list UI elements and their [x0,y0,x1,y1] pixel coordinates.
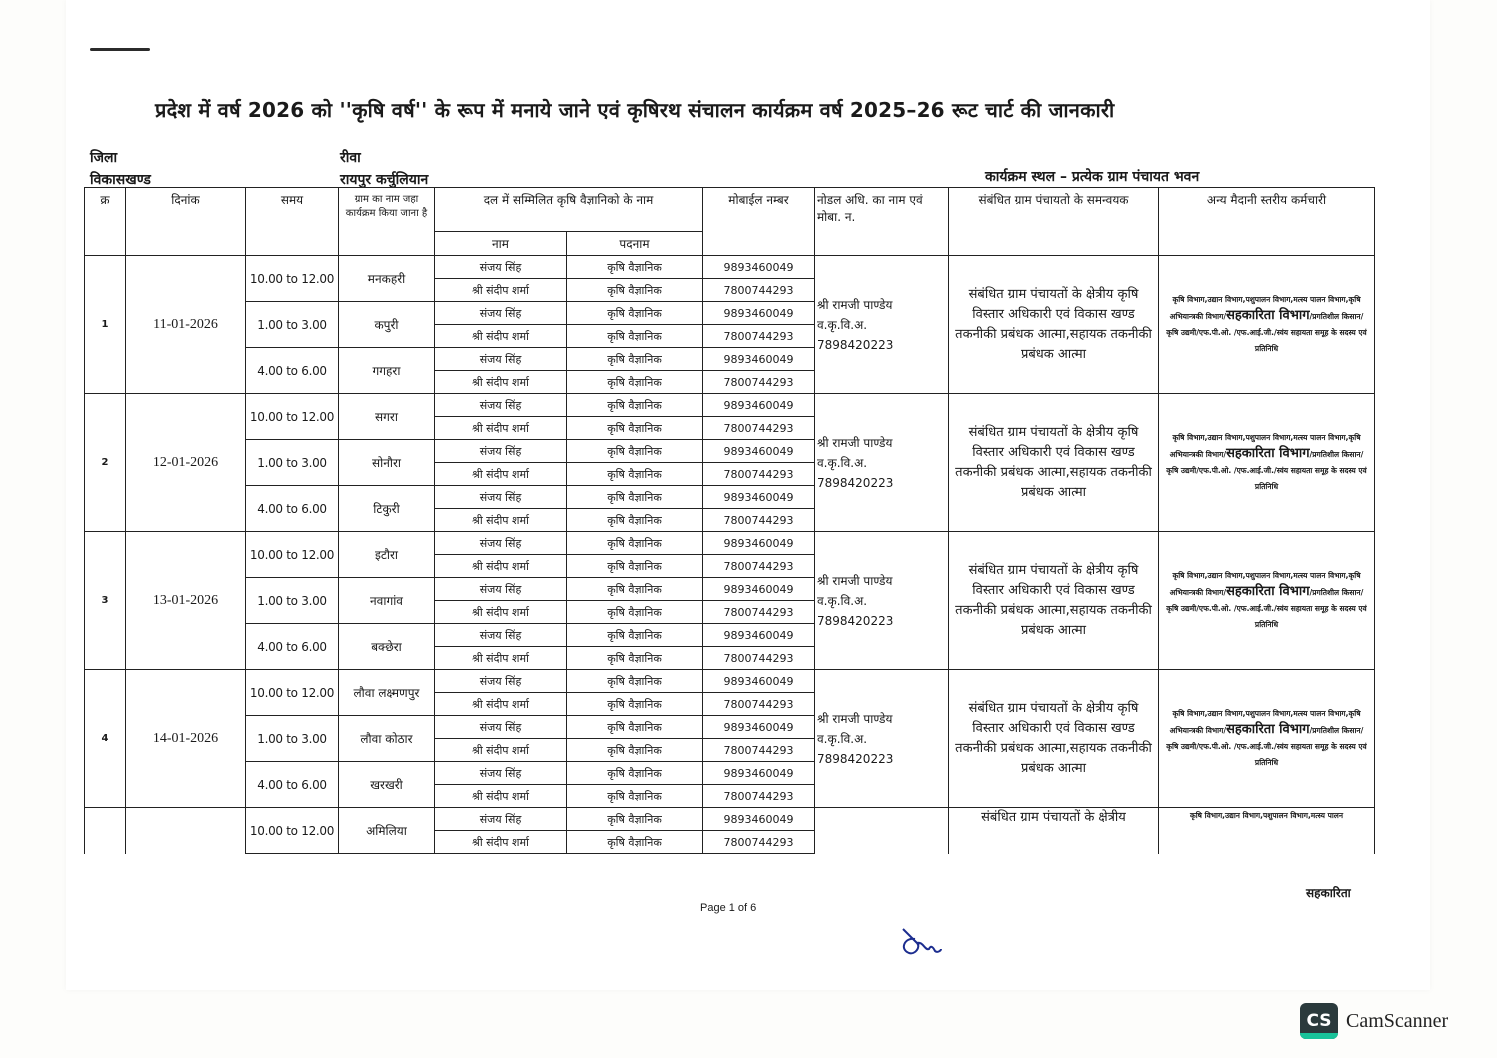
cell-other-staff [1159,394,1375,532]
cell-mobile: 7800744293 [703,279,815,302]
cell-other-staff [1159,532,1375,670]
cell-mobile: 7800744293 [703,325,815,348]
header-date: दिनांक [126,188,246,256]
cell-time: 4.00 to 6.00 [246,486,339,532]
cell-designation: कृषि वैज्ञानिक [567,831,703,854]
header-other-staff: अन्य मैदानी स्तरीय कर्मचारी [1159,188,1375,256]
cell-village: सोनौरा [339,440,435,486]
cell-designation: कृषि वैज्ञानिक [567,808,703,831]
cell-time: 10.00 to 12.00 [246,532,339,578]
cell-village: मनकहरी [339,256,435,302]
cell-designation: कृषि वैज्ञानिक [567,348,703,371]
cell-time: 4.00 to 6.00 [246,624,339,670]
cell-designation: कृषि वैज्ञानिक [567,509,703,532]
cell-member-name: श्री संदीप शर्मा [435,831,567,854]
header-team: दल में सम्मिलित कृषि वैज्ञानिको के नाम [435,188,703,232]
header-designation: पदनाम [567,232,703,256]
cell-sno: 4 [85,670,126,808]
cell-member-name: संजय सिंह [435,762,567,785]
block-label: विकासखण्ड [90,172,151,188]
other-staff-b: सहकारिता विभाग [1226,722,1310,737]
table-row [85,670,1375,693]
cell-member-name: संजय सिंह [435,532,567,555]
cell-designation: कृषि वैज्ञानिक [567,394,703,417]
cell-mobile: 9893460049 [703,256,815,279]
cell-mobile: 9893460049 [703,440,815,463]
other-staff-a: कृषि विभाग,उद्यान विभाग,पशुपालन विभाग,मत्स्य पालन [1189,811,1344,820]
header-time: समय [246,188,339,256]
cell-date: 13-01-2026 [126,532,246,670]
cell-nodal [815,670,949,808]
other-staff-b: सहकारिता विभाग [1226,446,1310,461]
cell-member-name: श्री संदीप शर्मा [435,555,567,578]
cell-coordinator [949,670,1159,808]
cell-mobile: 7800744293 [703,647,815,670]
coordinator-text: संबंधित ग्राम पंचायतों के क्षेत्रीय [981,810,1126,825]
cell-mobile: 9893460049 [703,670,815,693]
cell-mobile: 9893460049 [703,762,815,785]
table-row [85,256,1375,279]
cell-designation: कृषि वैज्ञानिक [567,256,703,279]
cell-member-name: श्री संदीप शर्मा [435,325,567,348]
cell-member-name: श्री संदीप शर्मा [435,601,567,624]
cell-designation: कृषि वैज्ञानिक [567,417,703,440]
cell-member-name: संजय सिंह [435,808,567,831]
cell-designation: कृषि वैज्ञानिक [567,463,703,486]
cell-member-name: श्री संदीप शर्मा [435,739,567,762]
cell-designation: कृषि वैज्ञानिक [567,693,703,716]
cell-village: टिकुरी [339,486,435,532]
cell-village: बक्छेरा [339,624,435,670]
header-mobile: मोबाईल नम्बर [703,188,815,256]
cell-mobile: 9893460049 [703,808,815,831]
cell-member-name: श्री संदीप शर्मा [435,463,567,486]
nodal-name: श्री रामजी पाण्डेय [817,435,893,450]
cell-coordinator [949,532,1159,670]
nodal-phone: व.कृ.वि.अ. 7898420223 [817,731,894,766]
table-row [85,532,1375,555]
cell-time: 4.00 to 6.00 [246,348,339,394]
camscanner-name: CamScanner [1346,1009,1449,1032]
cell-member-name: संजय सिंह [435,394,567,417]
cell-time: 1.00 to 3.00 [246,302,339,348]
cell-village: लौवा लक्ष्मणपुर [339,670,435,716]
cell-time: 1.00 to 3.00 [246,578,339,624]
cell-time: 10.00 to 12.00 [246,256,339,302]
coordinator-text: संबंधित ग्राम पंचायतों के क्षेत्रीय कृषि विस्तार अधिकारी एवं विकास खण्ड तकनीकी प्रबंधक आत्मा,सहायक तकनीकी प्रबंधक आत्मा [955,424,1152,500]
cell-designation: कृषि वैज्ञानिक [567,670,703,693]
cell-nodal [815,532,949,670]
cell-other-staff [1159,256,1375,394]
coordinator-text: संबंधित ग्राम पंचायतों के क्षेत्रीय कृषि विस्तार अधिकारी एवं विकास खण्ड तकनीकी प्रबंधक आत्मा,सहायक तकनीकी प्रबंधक आत्मा [955,700,1152,776]
signature-icon [895,925,945,961]
cell-member-name: श्री संदीप शर्मा [435,785,567,808]
cell-member-name: संजय सिंह [435,578,567,601]
cell-designation: कृषि वैज्ञानिक [567,486,703,509]
cell-time: 4.00 to 6.00 [246,762,339,808]
cell-designation: कृषि वैज्ञानिक [567,739,703,762]
other-staff-c: /प्रगतिशील किसान/ कृषि उद्यमी/एफ.पी.ओ. /एफ.आई.जी./स्वंय सहायता समूह के सदस्य एवं प्रतिनिधि [1166,450,1367,491]
coordinator-text: संबंधित ग्राम पंचायतों के क्षेत्रीय कृषि विस्तार अधिकारी एवं विकास खण्ड तकनीकी प्रबंधक आत्मा,सहायक तकनीकी प्रबंधक आत्मा [955,286,1152,362]
cell-designation: कृषि वैज्ञानिक [567,647,703,670]
cell-coordinator [949,808,1159,854]
other-staff-b: सहकारिता विभाग [1226,308,1310,323]
cell-mobile: 7800744293 [703,463,815,486]
cell-mobile: 7800744293 [703,509,815,532]
cell-designation: कृषि वैज्ञानिक [567,440,703,463]
scan-mark [90,48,150,51]
nodal-phone: व.कृ.वि.अ. 7898420223 [817,455,894,490]
signature [895,925,945,965]
other-staff-a: कृषि विभाग,उद्यान विभाग,पशुपालन विभाग,मत्स्य पालन विभाग,कृषि अभियान्त्रकी विभाग/ [1169,295,1361,321]
camscanner-watermark [1300,1003,1448,1039]
cell-time: 1.00 to 3.00 [246,440,339,486]
cell-designation: कृषि वैज्ञानिक [567,325,703,348]
cell-sno: 3 [85,532,126,670]
cell-mobile: 9893460049 [703,394,815,417]
cell-village: सगरा [339,394,435,440]
cell-designation: कृषि वैज्ञानिक [567,624,703,647]
cell-designation: कृषि वैज्ञानिक [567,762,703,785]
cell-village: नवागांव [339,578,435,624]
table-row [85,394,1375,417]
cell-village: खरखरी [339,762,435,808]
cell-sno [85,808,126,854]
cell-date: 12-01-2026 [126,394,246,532]
header-nodal: नोडल अधि. का नाम एवं मोबा. न. [815,188,949,256]
cell-designation: कृषि वैज्ञानिक [567,785,703,808]
cell-mobile: 9893460049 [703,716,815,739]
other-staff-c: /प्रगतिशील किसान/ कृषि उद्यमी/एफ.पी.ओ. /एफ.आई.जी./स्वंय सहायता समूह के सदस्य एवं प्रतिनिधि [1166,312,1367,353]
cell-member-name: संजय सिंह [435,348,567,371]
cell-mobile: 7800744293 [703,601,815,624]
cell-time: 1.00 to 3.00 [246,716,339,762]
other-staff-c: /प्रगतिशील किसान/ कृषि उद्यमी/एफ.पी.ओ. /एफ.आई.जी./स्वंय सहायता समूह के सदस्य एवं प्रतिनिधि [1166,726,1367,767]
other-staff-a: कृषि विभाग,उद्यान विभाग,पशुपालन विभाग,मत्स्य पालन विभाग,कृषि अभियान्त्रकी विभाग/ [1169,709,1361,735]
cell-coordinator [949,256,1159,394]
cell-member-name: संजय सिंह [435,670,567,693]
cell-member-name: श्री संदीप शर्मा [435,279,567,302]
cell-mobile: 7800744293 [703,785,815,808]
other-staff-c: /प्रगतिशील किसान/ कृषि उद्यमी/एफ.पी.ओ. /एफ.आई.जी./स्वंय सहायता समूह के सदस्य एवं प्रतिनिधि [1166,588,1367,629]
district-label: जिला [90,150,118,166]
cell-member-name: संजय सिंह [435,256,567,279]
header-village: ग्राम का नाम जहा कार्यक्रम किया जाना है [339,188,435,256]
cell-designation: कृषि वैज्ञानिक [567,279,703,302]
table-row [85,808,1375,831]
other-staff-a: कृषि विभाग,उद्यान विभाग,पशुपालन विभाग,मत्स्य पालन विभाग,कृषि अभियान्त्रकी विभाग/ [1169,571,1361,597]
cell-designation: कृषि वैज्ञानिक [567,578,703,601]
cell-mobile: 9893460049 [703,578,815,601]
cell-sno: 1 [85,256,126,394]
cell-designation: कृषि वैज्ञानिक [567,302,703,325]
cell-date: 11-01-2026 [126,256,246,394]
camscanner-logo-icon: CS [1300,1003,1338,1039]
cell-mobile: 9893460049 [703,302,815,325]
cell-mobile: 7800744293 [703,831,815,854]
cell-time: 10.00 to 12.00 [246,808,339,854]
cell-member-name: संजय सिंह [435,716,567,739]
route-chart-table [84,187,1375,854]
cell-nodal [815,808,949,854]
venue-note: कार्यक्रम स्थल – प्रत्येक ग्राम पंचायत भवन [985,169,1200,185]
nodal-name: श्री रामजी पाण्डेय [817,711,893,726]
nodal-phone: व.कृ.वि.अ. 7898420223 [817,317,894,352]
header-name: नाम [435,232,567,256]
header-sno: क्र [85,188,126,256]
cell-mobile: 7800744293 [703,693,815,716]
cell-designation: कृषि वैज्ञानिक [567,716,703,739]
cell-member-name: संजय सिंह [435,302,567,325]
cell-member-name: श्री संदीप शर्मा [435,693,567,716]
cell-mobile: 7800744293 [703,555,815,578]
coordinator-text: संबंधित ग्राम पंचायतों के क्षेत्रीय कृषि विस्तार अधिकारी एवं विकास खण्ड तकनीकी प्रबंधक आत्मा,सहायक तकनीकी प्रबंधक आत्मा [955,562,1152,638]
cell-village: अमिलिया [339,808,435,854]
nodal-name: श्री रामजी पाण्डेय [817,297,893,312]
nodal-name: श्री रामजी पाण्डेय [817,573,893,588]
cell-mobile: 9893460049 [703,624,815,647]
cell-mobile: 9893460049 [703,486,815,509]
other-staff-b: सहकारिता विभाग [1226,584,1310,599]
cell-village: गगहरा [339,348,435,394]
continuation-text: सहकारिता [1306,886,1351,900]
other-staff-a: कृषि विभाग,उद्यान विभाग,पशुपालन विभाग,मत्स्य पालन विभाग,कृषि अभियान्त्रकी विभाग/ [1169,433,1361,459]
cell-mobile: 9893460049 [703,348,815,371]
cell-mobile: 7800744293 [703,739,815,762]
table-body [85,256,1375,854]
header-coordinator: संबंधित ग्राम पंचायतो के समन्वयक [949,188,1159,256]
cell-member-name: श्री संदीप शर्मा [435,417,567,440]
cell-designation: कृषि वैज्ञानिक [567,532,703,555]
cell-mobile: 9893460049 [703,532,815,555]
cell-nodal [815,394,949,532]
cell-mobile: 7800744293 [703,371,815,394]
cell-mobile: 7800744293 [703,417,815,440]
cell-designation: कृषि वैज्ञानिक [567,555,703,578]
cell-date [126,808,246,854]
cell-village: कपुरी [339,302,435,348]
page-number: Page 1 of 6 [700,902,757,914]
cell-member-name: श्री संदीप शर्मा [435,647,567,670]
document-title: प्रदेश में वर्ष 2026 को ''कृषि वर्ष'' के रूप में मनाये जाने एवं कृषिरथ संचालन कार्यक्रम वर्ष 2025–26 रूट चार्ट की जानकारी [155,98,1115,122]
cell-other-staff [1159,808,1375,854]
cell-member-name: संजय सिंह [435,624,567,647]
cell-designation: कृषि वैज्ञानिक [567,371,703,394]
block-value: रायपुर कर्चुलियान [340,172,429,188]
cell-village: लौवा कोठार [339,716,435,762]
cell-sno: 2 [85,394,126,532]
cell-designation: कृषि वैज्ञानिक [567,601,703,624]
nodal-phone: व.कृ.वि.अ. 7898420223 [817,593,894,628]
cell-other-staff [1159,670,1375,808]
cell-member-name: श्री संदीप शर्मा [435,371,567,394]
cell-date: 14-01-2026 [126,670,246,808]
cell-member-name: संजय सिंह [435,486,567,509]
cell-village: इटौरा [339,532,435,578]
cell-time: 10.00 to 12.00 [246,394,339,440]
cell-member-name: श्री संदीप शर्मा [435,509,567,532]
cell-coordinator [949,394,1159,532]
cell-member-name: संजय सिंह [435,440,567,463]
cell-time: 10.00 to 12.00 [246,670,339,716]
cell-nodal [815,256,949,394]
district-value: रीवा [340,150,361,166]
